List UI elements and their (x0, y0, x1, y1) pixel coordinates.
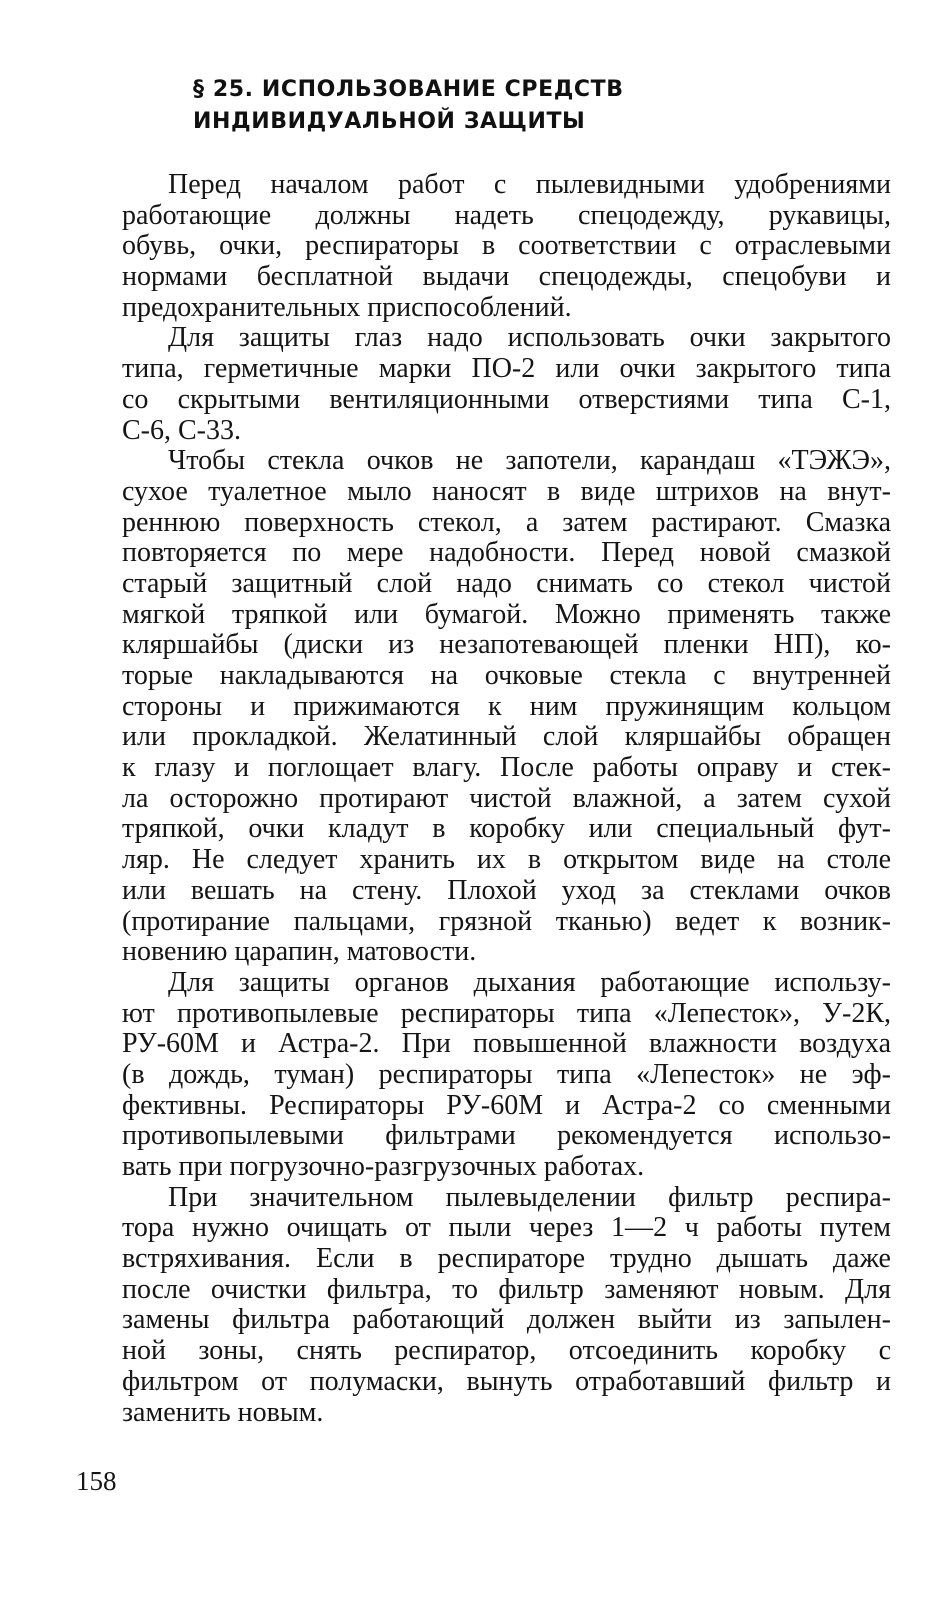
text-line: к глазу и поглощает влагу. После работы оправу и стек- (122, 752, 891, 784)
text-line: ной зоны, снять респиратор, отсоединить коробку с (122, 1335, 891, 1367)
page-number: 158 (76, 1466, 117, 1496)
text-line: ляр. Не следует хранить их в открытом виде на столе (122, 844, 891, 876)
text-line: после очистки фильтра, то фильтр заменяют новым. Для (122, 1273, 891, 1305)
text-line: мягкой тряпкой или бумагой. Можно применять также (122, 598, 891, 630)
text-line: вать при погрузочно-разгрузочных работах. (122, 1151, 645, 1182)
text-line: повторяется по мере надобности. Перед новой смазкой (122, 537, 891, 569)
paragraph (76, 323, 891, 446)
section-heading (193, 74, 753, 138)
text-line: Перед началом работ с пылевидными удобрениями (168, 169, 891, 200)
text-line: встряхивания. Если в респираторе трудно дышать даже (122, 1243, 891, 1275)
text-line: кляршайбы (диски из незапотевающей пленки НП), ко- (122, 629, 891, 661)
text-line: обувь, очки, респираторы в соответствии с отраслевыми (122, 230, 891, 262)
text-line: замены фильтра работающий должен выйти из запылен- (122, 1304, 891, 1336)
text-line: ла осторожно протирают чистой влажной, а затем сухой (122, 782, 891, 814)
text-line: реннюю поверхность стекол, а затем растирают. Смазка (122, 506, 891, 538)
text-line: Для защиты глаз надо использовать очки закрытого (168, 322, 891, 354)
body-text (76, 170, 891, 1428)
text-line: фективны. Респираторы РУ-60М и Астра-2 со сменными (122, 1089, 891, 1121)
text-line: тряпкой, очки кладут в коробку или специальный фут- (122, 813, 891, 845)
text-line: новению царапин, матовости. (122, 936, 477, 968)
section-heading-line-1: § 25. ИСПОЛЬЗОВАНИЕ СРЕДСТВ (193, 77, 624, 102)
text-line: (в дождь, туман) респираторы типа «Лепесток» не эф- (122, 1058, 891, 1090)
text-line: или вешать на стену. Плохой уход за стеклами очков (122, 874, 891, 906)
text-line: тора нужно очищать от пыли через 1—2 ч работы путем (122, 1212, 891, 1244)
text-line: С-6, С-33. (122, 414, 241, 446)
text-line: заменить новым. (122, 1396, 324, 1428)
text-line: (протирание пальцами, грязной тканью) ведет к возник- (122, 905, 891, 937)
paragraph (76, 446, 891, 968)
text-line: РУ-60М и Астра-2. При повышенной влажности воздуха (122, 1028, 891, 1060)
text-line: ют противопылевые респираторы типа «Лепесток», У-2К, (122, 997, 891, 1029)
text-line: предохранительных приспособлений. (122, 291, 572, 323)
text-line: нормами бесплатной выдачи спецодежды, спецобуви и (122, 261, 891, 293)
paragraph (76, 170, 891, 323)
text-line: или прокладкой. Желатинный слой кляршайбы обращен (122, 721, 891, 753)
text-line: Чтобы стекла очков не запотели, карандаш «ТЭЖЭ», (168, 445, 891, 477)
text-line: стороны и прижимаются к ним пружинящим кольцом (122, 690, 891, 722)
text-line: сухое туалетное мыло наносят в виде штрихов на внут- (122, 475, 891, 507)
section-heading-line-2: ИНДИВИДУАЛЬНОЙ ЗАЩИТЫ (193, 109, 586, 134)
text-line: работающие должны надеть спецодежду, рукавицы, (122, 199, 891, 231)
text-line: со скрытыми вентиляционными отверстиями типа С-1, (122, 383, 891, 415)
text-line: торые накладываются на очковые стекла с внутренней (122, 660, 891, 691)
text-line: типа, герметичные марки ПО-2 или очки закрытого типа (122, 353, 891, 385)
text-line: старый защитный слой надо снимать со стекол чистой (122, 567, 891, 599)
text-line: фильтром от полумаски, вынуть отработавший фильтр и (122, 1365, 891, 1397)
text-line: Для защиты органов дыхания работающие использу- (168, 966, 891, 998)
paragraph (76, 1183, 891, 1429)
paragraph (76, 968, 891, 1183)
text-line: противопылевыми фильтрами рекомендуется использо- (122, 1120, 891, 1152)
text-line: При значительном пылевыделении фильтр респира- (168, 1181, 891, 1213)
